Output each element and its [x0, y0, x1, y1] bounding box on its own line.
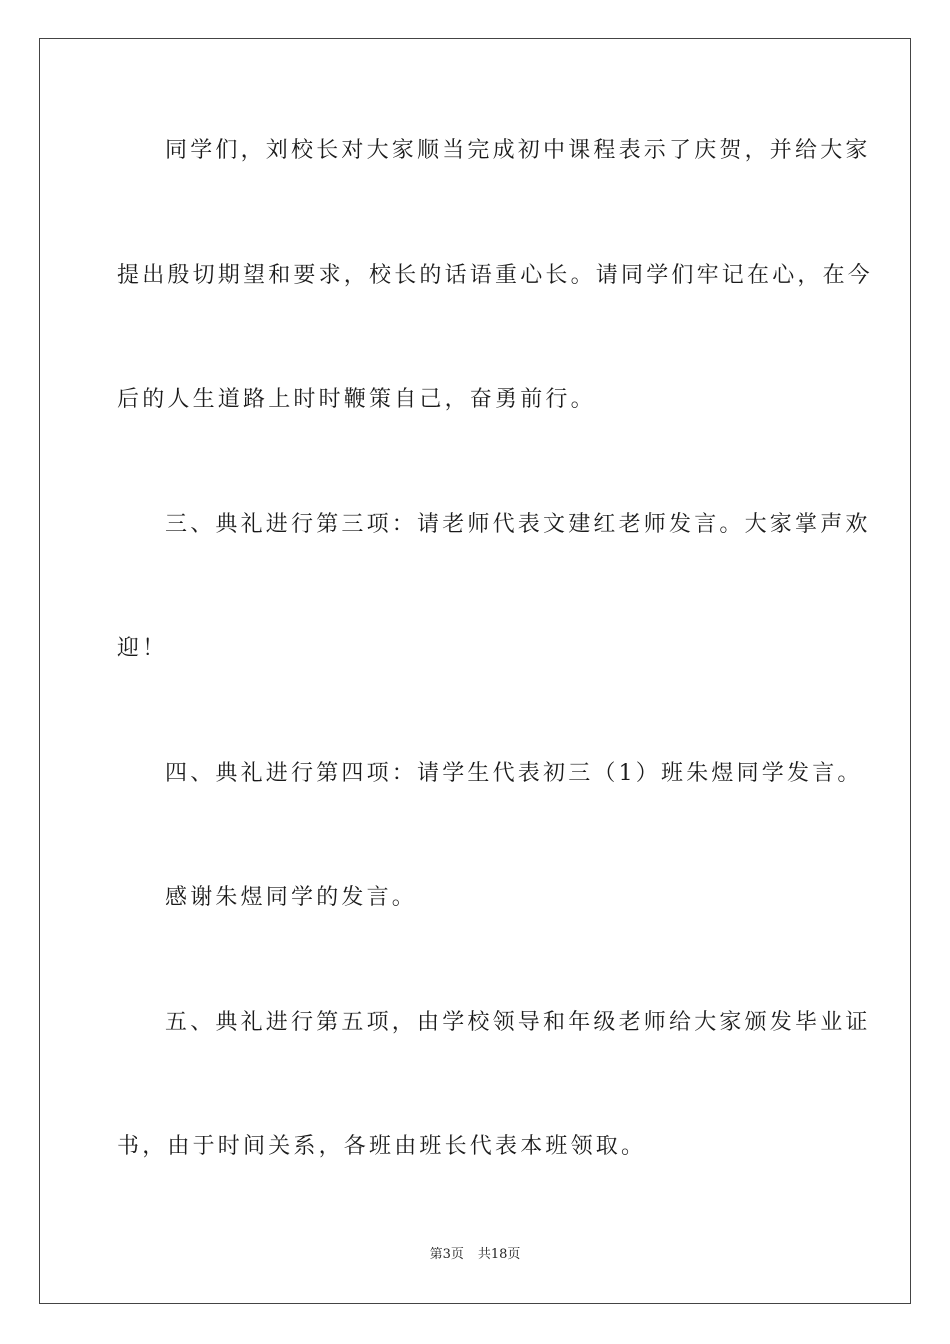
paragraph-line: 同学们，刘校长对大家顺当完成初中课程表示了庆贺，并给大家	[165, 138, 871, 163]
page-total: 共18页	[477, 1247, 521, 1262]
paragraph-line: 提出殷切期望和要求，校长的话语重心长。请同学们牢记在心，在今	[117, 263, 874, 288]
paragraph-line: 迎！	[117, 636, 168, 661]
paragraph-line: 四、典礼进行第四项：请学生代表初三（1）班朱煜同学发言。	[165, 761, 863, 786]
page-border	[39, 38, 911, 1304]
page-footer	[0, 1246, 950, 1264]
page-number: 第3页	[429, 1247, 464, 1262]
paragraph-line: 感谢朱煜同学的发言。	[165, 885, 418, 910]
paragraph-line: 后的人生道路上时时鞭策自己，奋勇前行。	[117, 387, 596, 412]
paragraph-line: 书，由于时间关系，各班由班长代表本班领取。	[117, 1134, 647, 1159]
paragraph-line: 三、典礼进行第三项：请老师代表文建红老师发言。大家掌声欢	[165, 512, 871, 537]
paragraph-line: 五、典礼进行第五项，由学校领导和年级老师给大家颁发毕业证	[165, 1010, 871, 1035]
